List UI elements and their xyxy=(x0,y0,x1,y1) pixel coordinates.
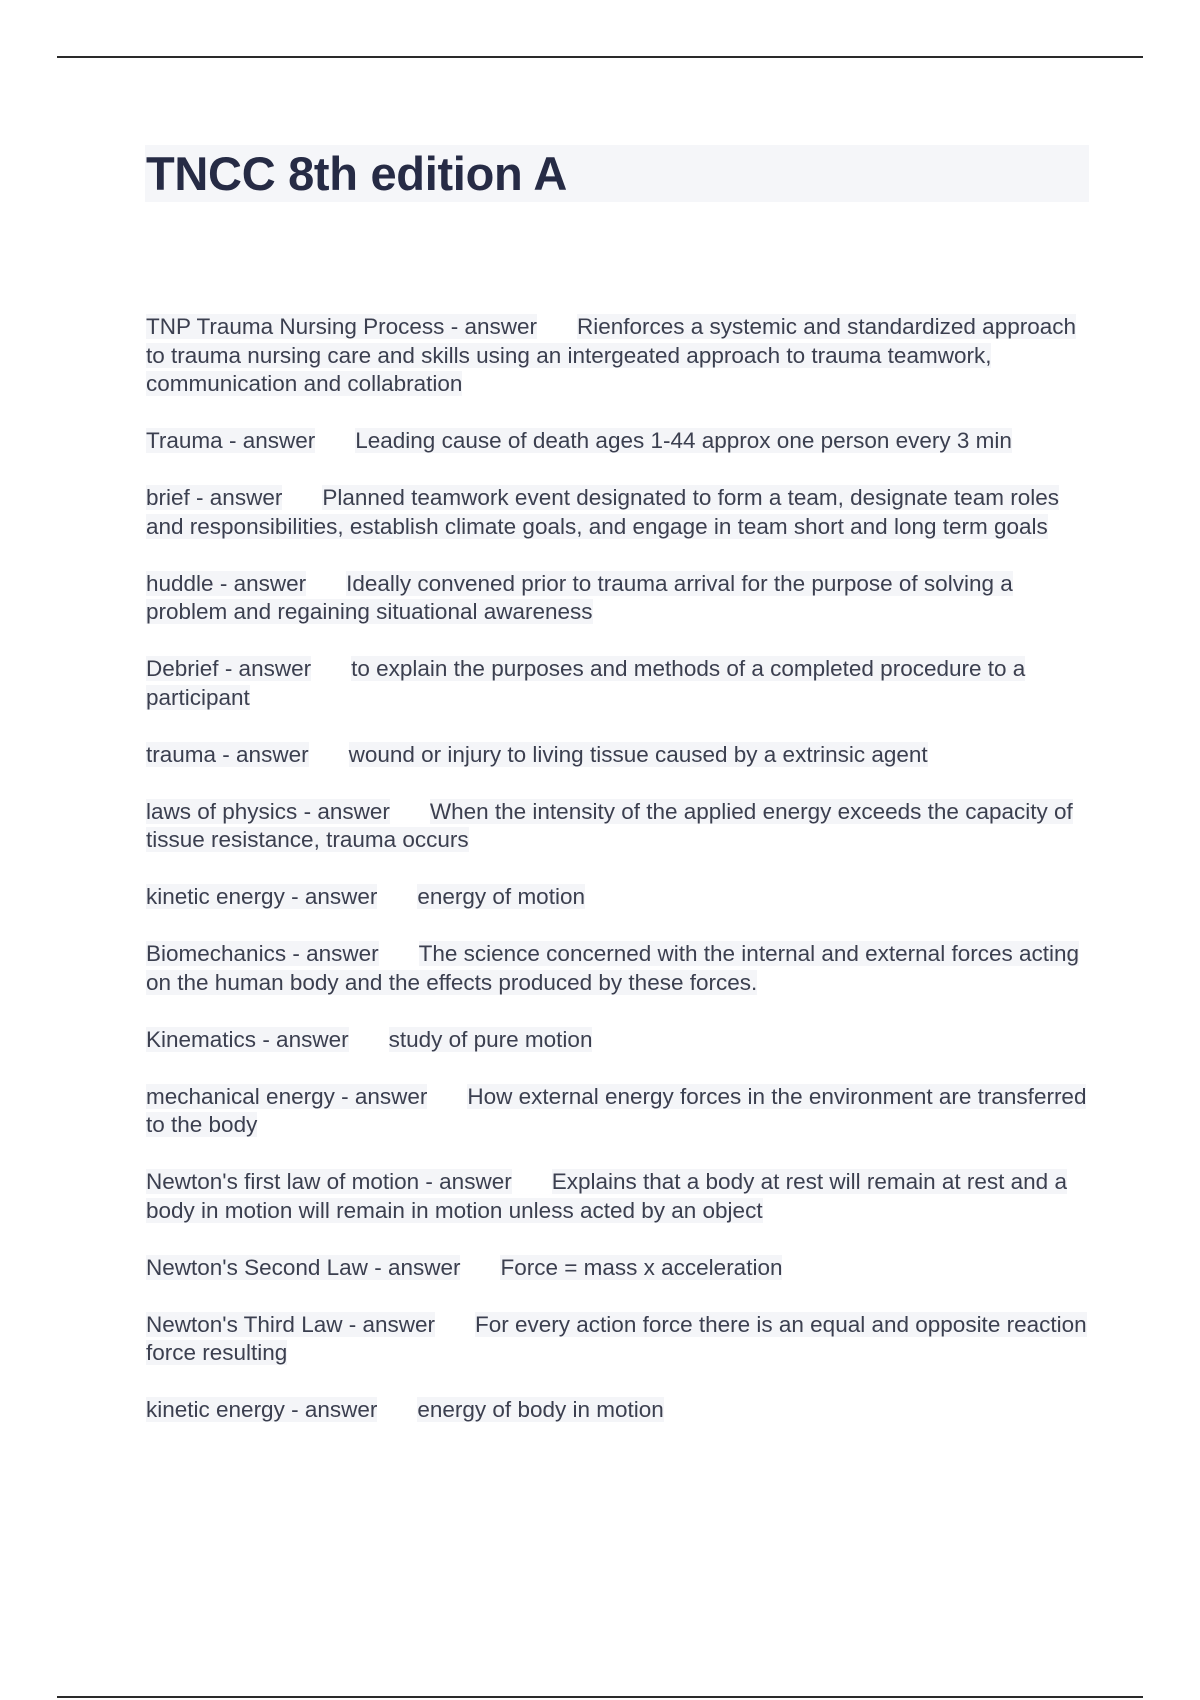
flashcard xyxy=(146,883,1091,912)
answer-label: - answer xyxy=(224,656,312,681)
answer-label: - answer xyxy=(425,1169,512,1194)
card-term: kinetic energy xyxy=(146,1397,285,1422)
answer-label: - answer xyxy=(291,1397,378,1422)
card-term: brief xyxy=(146,485,190,510)
flashcard xyxy=(146,1026,1091,1055)
card-answer: When the intensity of the applied energy exceeds the capacity of tissue resistance, trauma occurs xyxy=(146,798,1073,852)
card-term: Newton's Third Law xyxy=(146,1311,343,1337)
bottom-rule xyxy=(57,1696,1143,1698)
answer-label: - answer xyxy=(291,884,378,909)
flashcard xyxy=(146,1168,1091,1225)
flashcard xyxy=(146,655,1091,712)
card-answer: wound or injury to living tissue caused by a extrinsic agent xyxy=(348,741,928,767)
answer-label: - answer xyxy=(196,485,283,510)
card-term: trauma xyxy=(146,741,217,767)
flashcard xyxy=(146,798,1091,855)
answer-label: - answer xyxy=(374,1254,461,1280)
card-answer: Rienforces a systemic and standardized approach to trauma nursing care and skills using an intergeated approach to trauma teamwork, communication and collabration xyxy=(146,314,1077,396)
card-answer: to explain the purposes and methods of a completed procedure to a participant xyxy=(146,656,1026,710)
answer-label: - answer xyxy=(292,941,379,966)
card-term: Newton's Second Law xyxy=(146,1254,368,1280)
card-term: huddle xyxy=(146,570,214,596)
card-term: laws of physics xyxy=(146,798,298,824)
card-answer: energy of body in motion xyxy=(417,1397,664,1422)
card-term: Biomechanics xyxy=(146,941,287,966)
answer-label: - answer xyxy=(303,798,390,824)
flashcard xyxy=(146,313,1091,399)
flashcard xyxy=(146,1254,1091,1283)
flashcard xyxy=(146,741,1091,770)
card-answer: How external energy forces in the environment are transferred to the body xyxy=(146,1083,1087,1137)
flashcard xyxy=(146,1083,1091,1140)
card-answer: Force = mass x acceleration xyxy=(500,1254,783,1280)
card-answer: Leading cause of death ages 1-44 approx one person every 3 min xyxy=(355,428,1012,453)
card-term: TNP Trauma Nursing Process xyxy=(146,314,445,339)
card-term: kinetic energy xyxy=(146,884,285,909)
card-answer: energy of motion xyxy=(417,884,585,909)
flashcard xyxy=(146,570,1091,627)
card-term: Trauma xyxy=(146,428,223,453)
card-answer: The science concerned with the internal and external forces acting on the human body and the effects produced by these forces. xyxy=(146,941,1080,995)
top-rule xyxy=(57,56,1143,58)
answer-label: - answer xyxy=(219,570,307,596)
answer-label: - answer xyxy=(222,741,309,767)
answer-label: - answer xyxy=(262,1026,349,1052)
flashcard xyxy=(146,1311,1091,1368)
card-answer: Explains that a body at rest will remain at rest and a body in motion will remain in motion unless acted by an object xyxy=(146,1169,1067,1223)
card-answer: study of pure motion xyxy=(388,1026,593,1052)
flashcard xyxy=(146,1396,1091,1425)
answer-label: - answer xyxy=(228,428,316,453)
card-term: Debrief xyxy=(146,656,219,681)
card-term: mechanical energy xyxy=(146,1083,335,1109)
card-answer: Ideally convened prior to trauma arrival for the purpose of solving a problem and regaining situational awareness xyxy=(146,570,1013,624)
card-answer: Planned teamwork event designated to form a team, designate team roles and responsibilities, establish climate goals, and engage in team short and long term goals xyxy=(146,485,1059,539)
card-term: Kinematics xyxy=(146,1026,257,1052)
flashcard xyxy=(146,484,1091,541)
page-title: TNCC 8th edition A xyxy=(146,147,568,200)
card-term: Newton's first law of motion xyxy=(146,1169,420,1194)
answer-label: - answer xyxy=(450,314,537,339)
flashcard xyxy=(146,427,1091,456)
answer-label: - answer xyxy=(341,1083,428,1109)
card-answer: For every action force there is an equal and opposite reaction force resulting xyxy=(146,1311,1087,1365)
flashcard-list xyxy=(146,313,1091,1453)
flashcard xyxy=(146,940,1091,997)
answer-label: - answer xyxy=(348,1311,436,1337)
